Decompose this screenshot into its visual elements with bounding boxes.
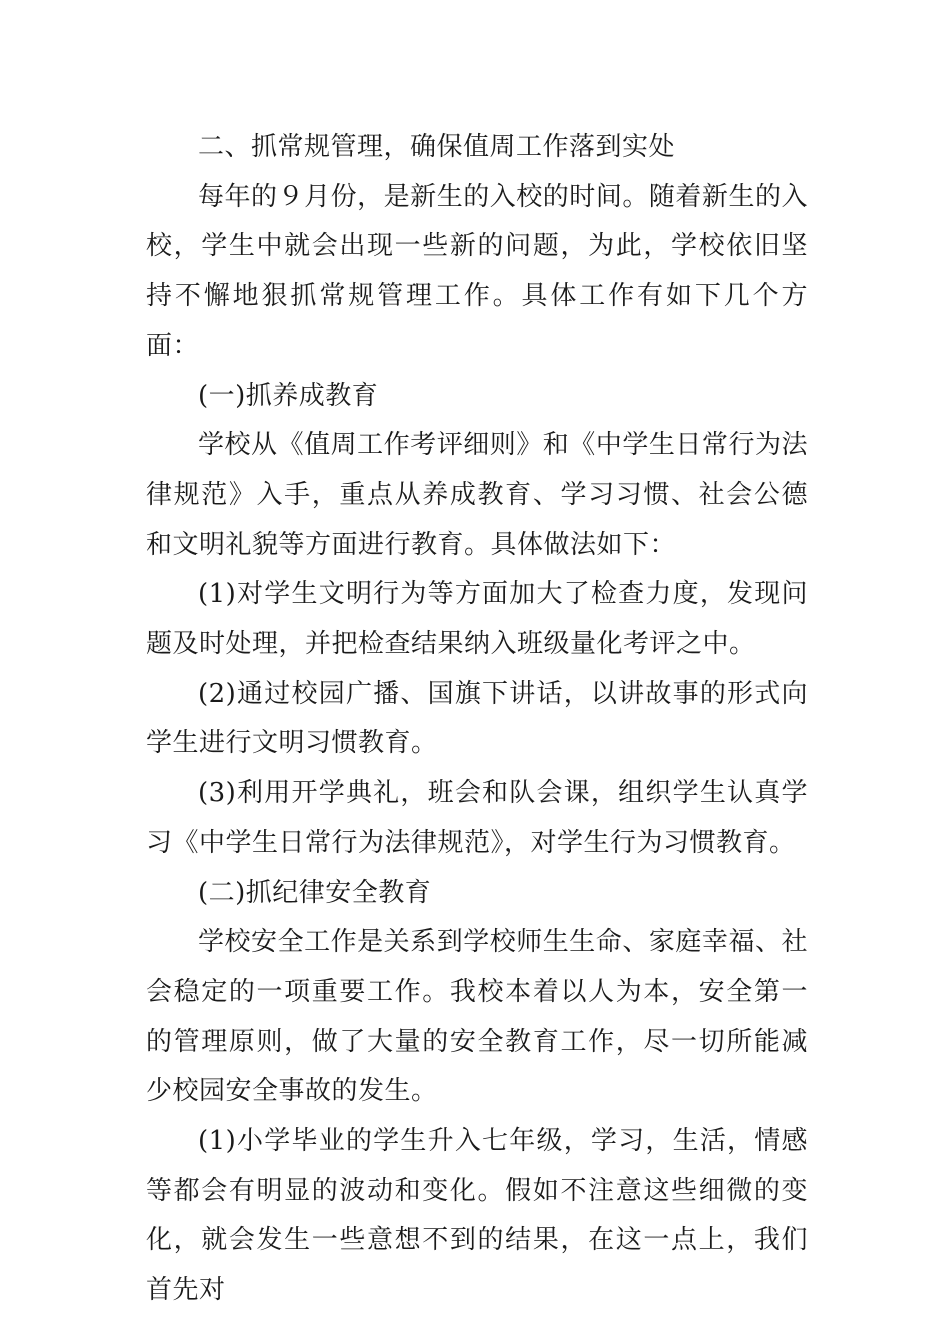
paragraph: 学校安全工作是关系到学校师生生命、家庭幸福、社会稳定的一项重要工作。我校本着以人为本，安全第一的管理原则，做了大量的安全教育工作，尽一切所能减少校园安全事故的发生。 bbox=[146, 927, 808, 1107]
document-body bbox=[146, 123, 808, 1316]
section-heading: 二、抓常规管理，确保值周工作落到实处 bbox=[198, 132, 676, 162]
list-item: (2)通过校园广播、国旗下讲话，以讲故事的形式向学生进行文明习惯教育。 bbox=[146, 678, 808, 759]
list-item: (1)小学毕业的学生升入七年级，学习，生活，情感等都会有明显的波动和变化。假如不注意这些细微的变化，就会发生一些意想不到的结果，在这一点上，我们首先对 bbox=[146, 1126, 808, 1306]
list-item: (3)利用开学典礼，班会和队会课，组织学生认真学习《中学生日常行为法律规范》，对学生行为习惯教育。 bbox=[146, 778, 808, 858]
paragraph: 学校从《值周工作考评细则》和《中学生日常行为法律规范》入手，重点从养成教育、学习习惯、社会公德和文明礼貌等方面进行教育。具体做法如下： bbox=[146, 430, 808, 560]
subsection-heading: (一)抓养成教育 bbox=[198, 380, 379, 411]
list-item: (1)对学生文明行为等方面加大了检查力度，发现问题及时处理，并把检查结果纳入班级量化考评之中。 bbox=[146, 579, 808, 660]
paragraph: 每年的９月份，是新生的入校的时间。随着新生的入校，学生中就会出现一些新的问题，为此，学校依旧坚持不懈地狠抓常规管理工作。具体工作有如下几个方面： bbox=[146, 181, 808, 361]
subsection-heading: (二)抓纪律安全教育 bbox=[198, 877, 432, 908]
